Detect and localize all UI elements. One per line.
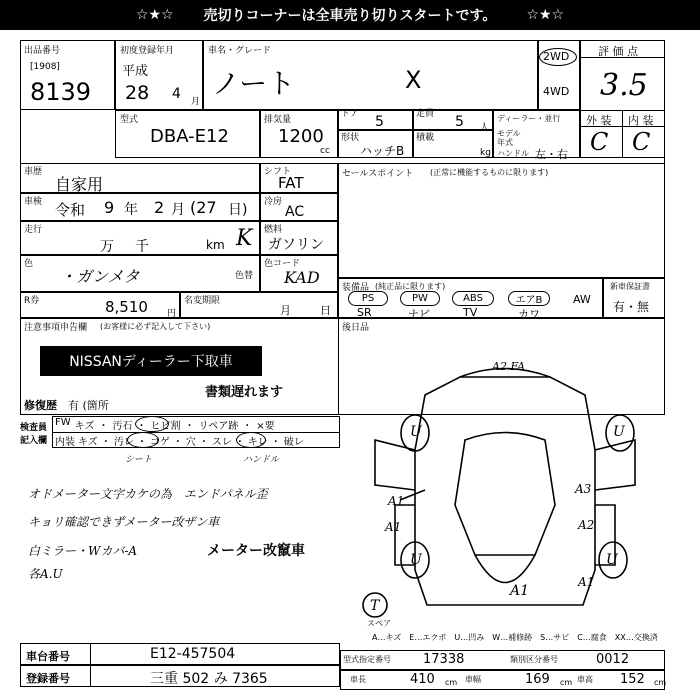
dealer-col-handle-value: 左・右: [535, 148, 568, 161]
displacement-unit: cc: [320, 146, 330, 156]
score-label: 評 価 点: [598, 45, 638, 58]
mileage-unit: km: [206, 238, 225, 252]
inspection-month: 2: [154, 198, 165, 217]
inspection-m-unit: 月: [171, 202, 185, 218]
inspect-int-cell-2: ・: [100, 437, 111, 448]
comment-1: オドメーター文字カケの為 エンドパネル歪: [28, 487, 268, 501]
diagram-top-label: A2.FA: [492, 360, 526, 373]
notes-label: 注意事項申告欄: [24, 323, 88, 333]
name-change-day: 日: [320, 304, 331, 317]
first-reg-label: 初度登録年月: [120, 46, 175, 56]
inspect-under-handle: ハンドル: [243, 455, 280, 465]
repair-value: 有 (箇所: [68, 399, 109, 412]
first-reg-year: 28: [125, 82, 150, 104]
dims-box: [340, 670, 665, 690]
header-banner: [0, 0, 700, 30]
score-value: 3.5: [600, 68, 648, 103]
equipment-note: (純正品に限ります): [375, 282, 446, 291]
dealer-trade-in-badge: NISSANディーラー下取車: [40, 346, 262, 376]
mileage-man: 万: [100, 239, 114, 255]
diagram-mark-u4: U: [606, 552, 618, 568]
score-int: C: [632, 128, 651, 156]
type-label: 型式: [120, 115, 139, 125]
comment-4: 各A.U: [28, 567, 63, 581]
banner-stars-left: ☆★☆: [135, 7, 174, 23]
diagram-body-outline: [415, 377, 595, 605]
inspect-fw-cell-8: ・: [242, 421, 253, 432]
plate-label: 登録番号: [26, 672, 70, 685]
seats-label: 定員: [416, 109, 435, 119]
equip-abs: ABS: [452, 291, 494, 306]
len-label: 車長: [350, 675, 366, 684]
sales-point-label: セールスポイント: [342, 169, 414, 179]
diagram-mark-a1-rear: A1: [510, 583, 530, 599]
wid-label: 車幅: [465, 675, 481, 684]
equip-kawa: カワ: [518, 308, 540, 321]
seats-unit: 人: [480, 123, 490, 133]
chassis-label: 車台番号: [26, 650, 70, 663]
sales-point-box: [338, 163, 665, 278]
inspect-fw-cell-3: 汚石: [112, 421, 133, 432]
inspect-int-cell-9: スレ: [211, 437, 232, 448]
dealer-col-handle: ハンドル: [497, 149, 529, 158]
lot-number: 8139: [30, 78, 92, 106]
warranty-value: 有・無: [613, 300, 650, 314]
inspect-fw-cell-6: ・: [184, 421, 195, 432]
displacement-label: 排気量: [264, 115, 292, 125]
inspection-label: 車検: [24, 197, 43, 207]
wid-value: 169: [525, 672, 550, 687]
first-reg-month-unit: 月: [191, 97, 201, 107]
name-change-label: 名変期限: [184, 296, 221, 306]
diagram-mark-a2: A2: [578, 518, 595, 532]
inspect-int-cell-3: 汚レ: [113, 437, 134, 448]
score-int-label: 内 装: [628, 114, 654, 127]
shape-label: 形状: [341, 133, 360, 143]
circle-stain: [127, 432, 159, 448]
diagram-mark-a1-left2: A1: [385, 520, 402, 534]
displacement-value: 1200: [278, 126, 324, 147]
score-ext: C: [590, 128, 609, 156]
back-seat-label: 後日品: [342, 323, 370, 333]
aircon-label: 冷房: [264, 197, 283, 207]
model-label: 車名・グレード: [208, 46, 272, 56]
inspect-fw-cell-1: キズ: [74, 421, 95, 432]
drive-2wd: 2WD: [543, 50, 570, 63]
model-name: ノート: [212, 67, 296, 100]
color-box: [20, 255, 260, 292]
diagram-mark-u3: U: [410, 552, 422, 568]
odo-tamper: メーター改竄車: [207, 543, 305, 559]
inspect-int-cell-7: 穴: [185, 437, 196, 448]
load-label: 積載: [416, 133, 435, 143]
inspect-row-interior: [55, 433, 304, 448]
inspect-under-seat: シート: [125, 455, 153, 465]
drive-4wd: 4WD: [543, 85, 570, 98]
inspect-int-cell-4: ・: [136, 437, 147, 448]
equip-navi: ナビ: [408, 308, 430, 321]
inspect-fw-cell-2: ・: [98, 421, 109, 432]
doors-value: 5: [375, 114, 384, 130]
aircon-value: AC: [285, 204, 305, 220]
diagram-mark-a3: A3: [575, 482, 592, 496]
wid-unit: cm: [560, 678, 573, 687]
equip-pw: PW: [400, 291, 440, 306]
circle-stone: [135, 416, 169, 432]
equip-tv: TV: [463, 306, 478, 319]
inspect-int-cell-5: コゲ: [149, 437, 170, 448]
color-label: 色: [24, 259, 34, 269]
inspect-fw-cell-7: リペア跡: [198, 421, 239, 432]
recycle-value: 8,510: [105, 298, 148, 316]
load-unit: kg: [480, 148, 491, 158]
lot-sub: [1908]: [30, 62, 60, 72]
mileage-label: 走行: [24, 225, 43, 235]
diagram-mark-a1-right: A1: [578, 575, 595, 589]
banner-text: 売切りコーナーは全車売り切りスタートです。: [203, 8, 497, 24]
comment-3: 白ミラー・Wカバ-A: [28, 544, 138, 558]
equip-aw: AW: [573, 293, 591, 306]
fuel-value: ガソリン: [268, 237, 324, 253]
repair-label: 修復歴: [24, 399, 57, 412]
inspect-int-cell-11: キレ: [247, 437, 268, 448]
inspect-label-2: 記入欄: [20, 436, 48, 446]
inspect-fw-cell-9: ×要: [256, 421, 275, 432]
inspect-fw-cell-5: ヒビ割: [150, 421, 181, 432]
docs-late: 書類遅れます: [205, 385, 284, 400]
inspect-int-cell-1: キズ: [78, 437, 98, 448]
model-grade: X: [405, 66, 422, 94]
inspect-int-cell-10: ・: [234, 437, 245, 448]
inspect-label-1: 検査員: [20, 423, 48, 433]
inspect-int-cell-6: ・: [172, 437, 183, 448]
recycle-unit: 円: [167, 309, 177, 319]
equip-ps: PS: [348, 291, 388, 306]
equip-airbag: エアB: [508, 291, 550, 306]
fuel-label: 燃料: [264, 225, 283, 235]
inspect-fw-cell-0: FW: [55, 417, 71, 428]
plate-value: 三重 502 み 7365: [150, 671, 268, 687]
color-code-label: 色コード: [264, 259, 301, 269]
chassis-value: E12-457504: [150, 646, 236, 662]
shift-label: シフト: [264, 167, 292, 177]
mileage-mark: K: [236, 226, 253, 251]
banner-stars-right: ☆★☆: [526, 7, 565, 23]
model-spec-value: 17338: [423, 652, 465, 667]
diagram-roof: [455, 433, 555, 556]
inspect-fw-cell-4: ・: [136, 421, 147, 432]
score-ext-label: 外 装: [586, 114, 612, 127]
inspect-int-cell-0: 内装: [55, 437, 75, 448]
diagram-mark-u1: U: [410, 424, 422, 440]
inspection-year: 9: [104, 198, 115, 217]
equipment-label: 装備品: [342, 283, 370, 293]
name-change-month: 月: [280, 304, 291, 317]
diagram-legend: A…キズ E…エクボ U…凹み W…補修跡 S…サビ C…腐食 XX…交換済: [372, 633, 658, 642]
type-value: DBA-E12: [150, 126, 229, 147]
dealer-col-label: ディーラー・並行: [497, 114, 561, 123]
usage-label: 車歴: [24, 167, 43, 177]
inspection-y-unit: 年: [124, 202, 138, 218]
first-reg-era: 平成: [122, 64, 149, 79]
class-value: 0012: [596, 652, 630, 667]
first-reg-month: 4: [172, 86, 181, 102]
equip-sr: SR: [357, 306, 372, 319]
inspect-int-cell-8: ・: [198, 437, 209, 448]
recycle-box: [20, 292, 180, 318]
hei-label: 車高: [577, 675, 593, 684]
diagram-rear: [475, 555, 535, 583]
seats-value: 5: [455, 114, 464, 130]
len-unit: cm: [445, 678, 458, 687]
class-label: 類別区分番号: [510, 655, 558, 664]
inspect-int-cell-12: ・: [270, 437, 281, 448]
diagram-spare-label: スペア: [367, 619, 391, 628]
inspection-day: (27: [190, 198, 217, 217]
color-value: ・ガンメタ: [60, 267, 140, 286]
mileage-sen: 千: [135, 239, 149, 255]
diagram-mark-t: T: [370, 598, 380, 614]
diagram-mark-u2: U: [613, 424, 625, 440]
circle-wear: [236, 432, 266, 448]
len-value: 410: [410, 672, 435, 687]
damage-diagram: [355, 355, 655, 625]
inspect-int-cell-13: 破レ: [283, 437, 304, 448]
shape-value: ハッチB: [360, 144, 405, 158]
diagram-hood-left: [375, 440, 415, 490]
dealer-col-year: 年式: [497, 138, 513, 147]
sales-point-note: (正常に機能するものに限ります): [430, 168, 549, 177]
inspection-d-unit: 日): [228, 202, 248, 218]
notes-note: (お客様に必ず記入して下さい): [100, 322, 211, 331]
lot-label: 出品番号: [24, 46, 61, 56]
doors-label: ドア: [341, 109, 359, 119]
color-swap-label: 色替: [235, 271, 254, 281]
inspection-era: 令和: [55, 201, 86, 219]
recycle-label: R券: [24, 296, 40, 306]
diagram-mark-a1-left: A1: [388, 494, 405, 508]
hei-value: 152: [620, 672, 645, 687]
warranty-label: 新車保証書: [610, 282, 650, 291]
shift-value: FAT: [278, 174, 304, 192]
color-code: KAD: [284, 268, 320, 287]
model-spec-label: 型式指定番号: [343, 655, 391, 664]
dealer-col-model: モデル: [497, 129, 521, 138]
usage-value: 自家用: [55, 175, 104, 194]
hei-unit: cm: [654, 678, 667, 687]
comment-2: キョリ確認できずメーター改ザン車: [28, 515, 220, 529]
